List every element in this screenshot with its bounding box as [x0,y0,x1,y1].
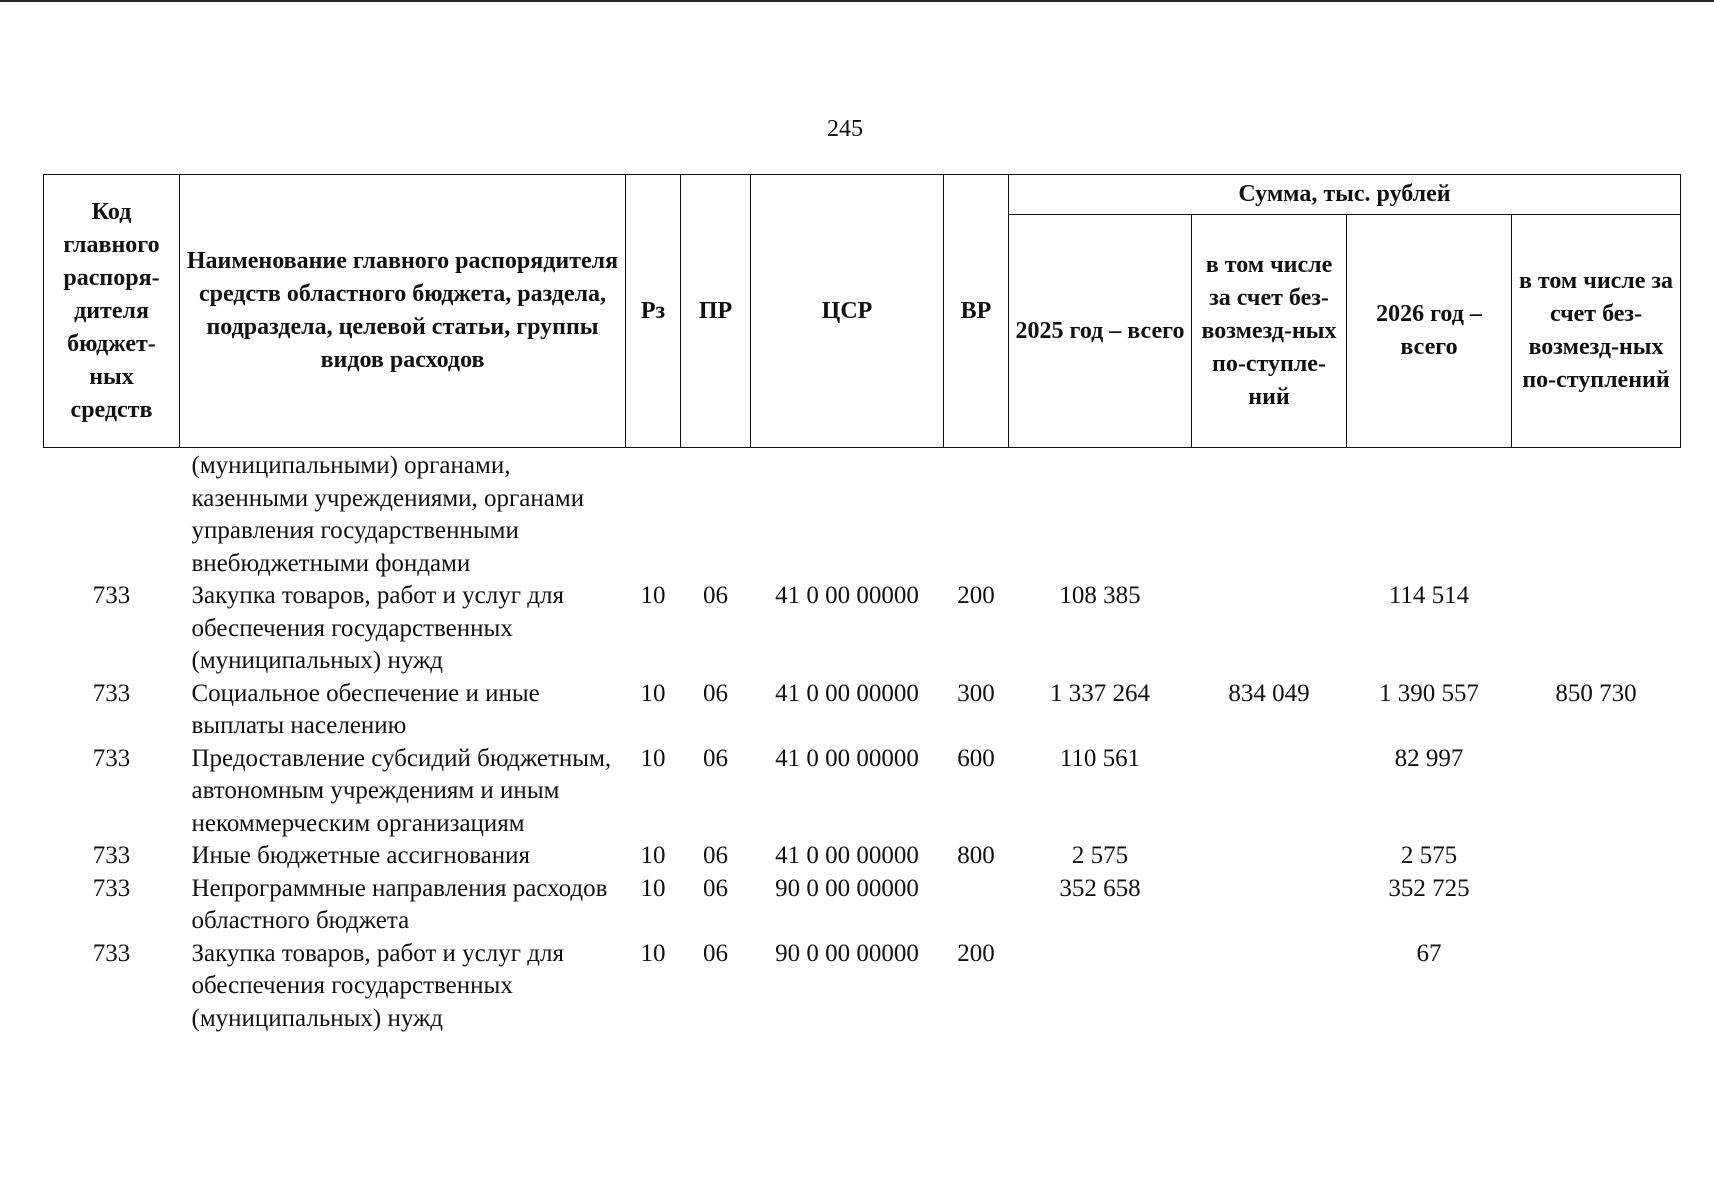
cell-2025-grants [1192,448,1347,581]
cell-name: Социальное обеспечение и иные выплаты населению [191,679,540,739]
cell-2026-grants [1512,840,1681,873]
cell-pr: 06 [703,744,728,772]
cell-2026-total: 67 [1416,939,1442,967]
header-vr: ВР [944,175,1009,448]
cell-code: 733 [92,744,131,772]
cell-csr: 41 0 00 00000 [775,679,919,707]
header-rz: Рз [626,175,681,448]
header-code: Код главного распоря-дителя бюджет-ных средств [44,175,180,448]
cell-code: 733 [92,874,131,902]
table-header [44,175,1681,448]
cell-pr [681,448,751,581]
cell-2025-total: 2 575 [1071,842,1129,869]
cell-2025-total [1009,448,1192,581]
cell-2025-grants [1192,840,1347,873]
cell-name: (муниципальными) органами, казенными учреждениями, органами управления государственными внебюджетными фондами [191,452,585,577]
cell-pr: 06 [703,874,728,902]
header-csr: ЦСР [751,175,944,448]
cell-vr: 200 [957,582,995,609]
cell-rz: 10 [640,842,666,869]
budget-table [43,174,1681,1035]
cell-2025-total: 108 385 [1059,582,1141,609]
cell-2025-grants: 834 049 [1228,679,1310,707]
table-row [44,448,1681,581]
cell-rz: 10 [640,679,666,707]
cell-vr [944,448,1009,581]
cell-2026-total: 82 997 [1394,744,1464,772]
cell-csr: 41 0 00 00000 [775,582,919,609]
cell-name: Закупка товаров, работ и услуг для обеспечения государственных (муниципальных) нужд [191,939,564,1032]
cell-2025-grants [1192,580,1347,678]
cell-code [44,448,180,581]
cell-code: 733 [92,679,131,707]
cell-2025-grants [1192,938,1347,1036]
header-2025-grants: в том числе за счет без-возмезд-ных по-ступле-ний [1192,215,1347,448]
cell-rz: 10 [640,939,666,967]
table-row [44,743,1681,841]
header-2026-grants: в том числе за счет без-возмезд-ных по-ступлений [1512,215,1681,448]
cell-2025-total [1009,938,1192,1036]
cell-csr: 41 0 00 00000 [775,744,919,772]
cell-rz: 10 [640,874,666,902]
cell-2026-total [1347,448,1512,581]
table-row [44,678,1681,743]
cell-vr: 600 [957,744,995,772]
cell-2025-total: 352 658 [1059,874,1141,902]
cell-rz [626,448,681,581]
cell-vr: 800 [957,842,995,869]
table-body [44,448,1681,1036]
cell-name: Иные бюджетные ассигнования [191,842,531,869]
cell-rz: 10 [640,744,666,772]
cell-csr [751,448,944,581]
cell-2025-total: 110 561 [1059,744,1141,772]
cell-2026-total: 114 514 [1388,582,1470,609]
cell-2025-total: 1 337 264 [1050,679,1150,707]
cell-pr: 06 [703,939,728,967]
cell-2026-grants [1512,743,1681,841]
cell-pr: 06 [703,679,728,707]
cell-2025-grants [1192,873,1347,938]
cell-name: Предоставление субсидий бюджетным, автономным учреждениям и иным некоммерческим организациям [191,744,612,837]
cell-code: 733 [92,939,131,967]
cell-2026-grants [1512,873,1681,938]
cell-2026-grants [1512,580,1681,678]
cell-csr: 90 0 00 00000 [775,939,919,967]
header-sum: Сумма, тыс. рублей [1009,175,1681,215]
table-row [44,580,1681,678]
cell-name: Непрограммные направления расходов областного бюджета [191,874,608,934]
cell-vr: 200 [957,939,995,967]
page-top-edge [0,0,1714,2]
table-row [44,873,1681,938]
table-row [44,938,1681,1036]
cell-pr: 06 [703,582,728,609]
cell-csr: 90 0 00 00000 [775,874,919,902]
header-pr: ПР [681,175,751,448]
cell-2026-total: 1 390 557 [1379,679,1479,707]
header-name: Наименование главного распорядителя средств областного бюджета, раздела, подраздела, целевой статьи, группы видов расходов [180,175,626,448]
cell-vr [944,873,1009,938]
cell-csr: 41 0 00 00000 [775,842,919,869]
cell-name: Закупка товаров, работ и услуг для обеспечения государственных (муниципальных) нужд [191,582,564,674]
cell-2026-total: 352 725 [1388,874,1470,902]
cell-rz: 10 [640,582,666,609]
cell-vr: 300 [957,679,995,707]
cell-2026-total: 2 575 [1400,842,1458,869]
cell-code: 733 [92,842,131,869]
header-2026-total: 2026 год – всего [1347,215,1512,448]
cell-pr: 06 [703,842,728,869]
cell-code: 733 [92,582,131,609]
page-number: 245 [827,116,863,142]
cell-2025-grants [1192,743,1347,841]
table-row [44,840,1681,873]
cell-2026-grants: 850 730 [1555,679,1637,707]
header-2025-total: 2025 год – всего [1009,215,1192,448]
cell-2026-grants [1512,448,1681,581]
cell-2026-grants [1512,938,1681,1036]
